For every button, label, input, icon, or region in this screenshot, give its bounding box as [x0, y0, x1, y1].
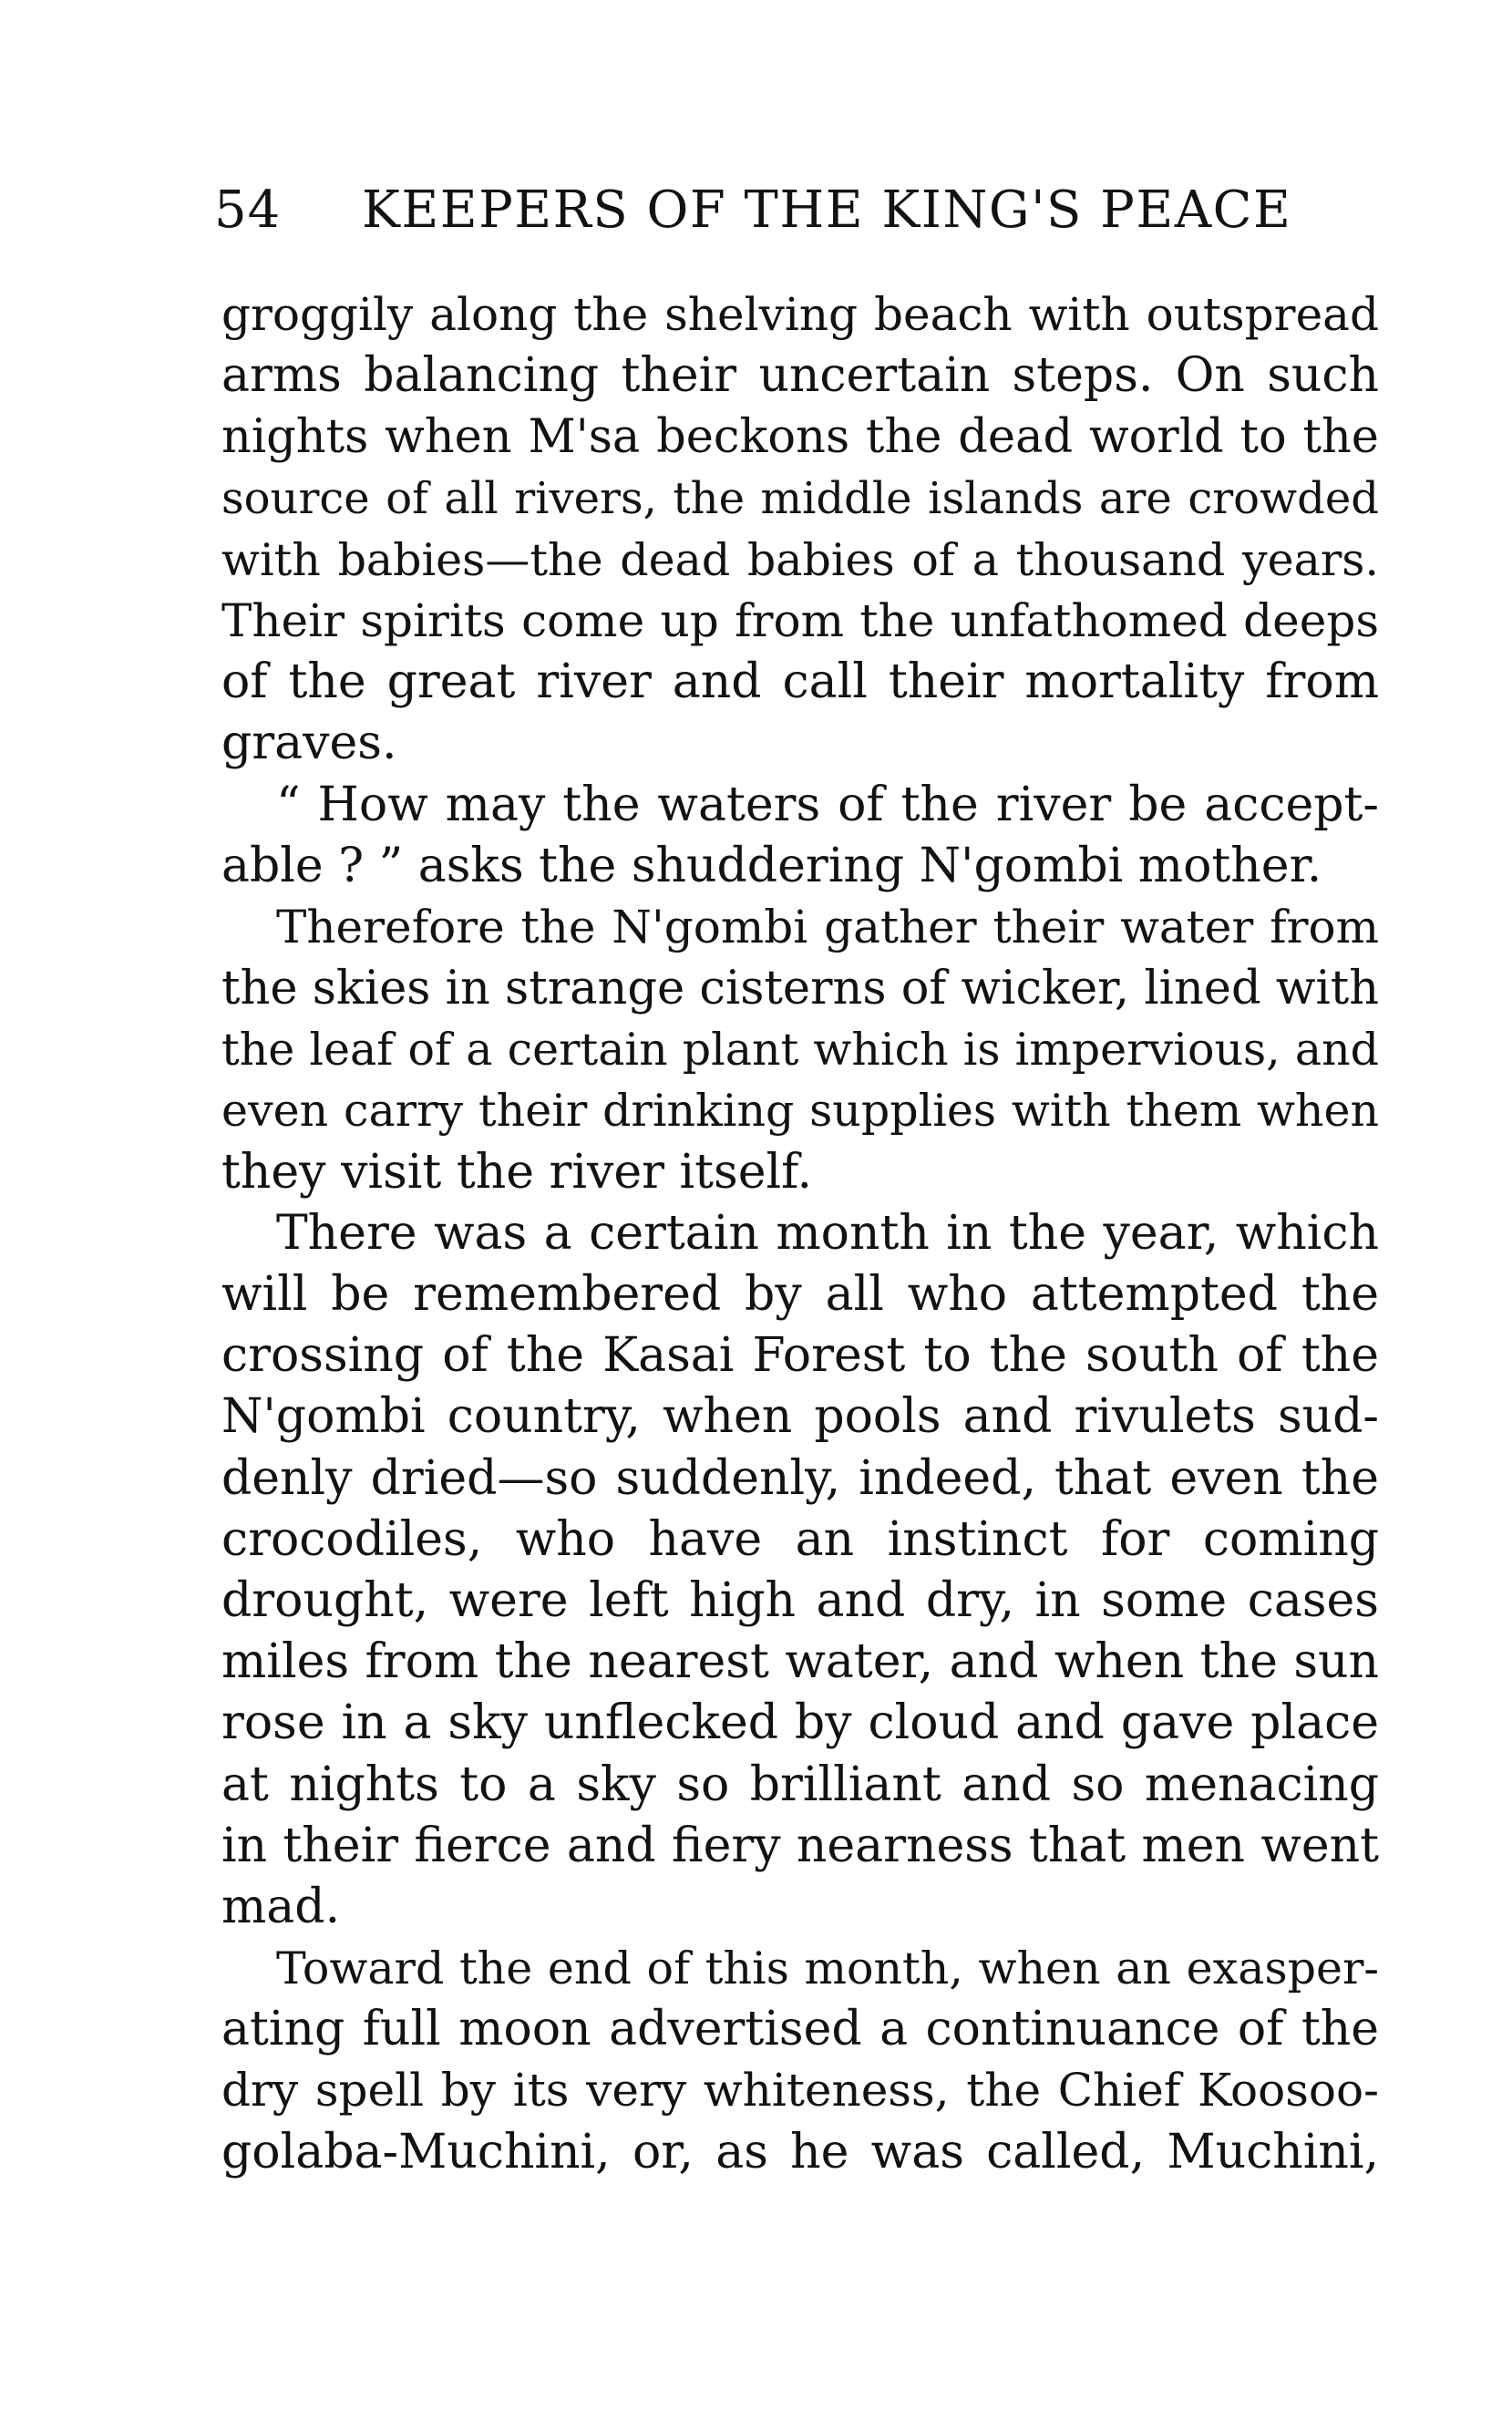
text-line: they visit the river itself. — [221, 1144, 813, 1200]
text-line: crocodiles, who have an instinct for coming — [221, 1511, 1379, 1567]
text-line: the skies in strange cisterns of wicker, lined with — [221, 962, 1380, 1016]
text-line: source of all rivers, the middle islands are crowded — [221, 472, 1379, 524]
text-line: “ How may the waters of the river be accept- — [276, 777, 1379, 832]
text-line: graves. — [221, 716, 397, 771]
page-header — [214, 179, 1335, 242]
body-text — [221, 284, 1379, 2183]
text-line: golaba-Muchini, or, as he was called, Muchini, — [221, 2124, 1379, 2180]
text-line: will be remembered by all who attempted the — [221, 1267, 1379, 1322]
text-line: able ? ” asks the shuddering N'gombi mother. — [221, 838, 1322, 893]
text-line: crossing of the Kasai Forest to the south of the — [221, 1328, 1379, 1384]
text-line: miles from the nearest water, and when the sun — [221, 1634, 1379, 1690]
text-line: Toward the end of this month, when an exasper- — [276, 1943, 1379, 1995]
page-number: 54 — [214, 180, 282, 240]
text-line: groggily along the shelving beach with outspread — [221, 288, 1379, 341]
text-line: with babies—the dead babies of a thousand years. — [221, 533, 1379, 586]
text-line: dry spell by its very whiteness, the Chief Koosoo- — [221, 2064, 1379, 2118]
text-line: nights when M'sa beckons the dead world to the — [221, 410, 1379, 465]
text-line: mad. — [221, 1879, 341, 1934]
text-line: arms balancing their uncertain steps. On such — [221, 348, 1379, 404]
text-line: N'gombi country, when pools and rivulets sud- — [221, 1389, 1379, 1445]
text-line: denly dried—so suddenly, indeed, that even the — [221, 1450, 1379, 1506]
text-line: There was a certain month in the year, which — [276, 1205, 1379, 1261]
text-line: in their fierce and fiery nearness that men went — [221, 1818, 1379, 1873]
text-line: the leaf of a certain plant which is impervious, and — [221, 1024, 1379, 1077]
text-line: drought, were left high and dry, in some cases — [221, 1572, 1379, 1628]
text-line: rose in a sky unflecked by cloud and gave place — [221, 1695, 1379, 1751]
text-line: ating full moon advertised a continuance of the — [221, 2002, 1379, 2057]
text-line: of the great river and call their mortality from — [221, 654, 1379, 710]
text-line: even carry their drinking supplies with them when — [221, 1085, 1379, 1138]
running-head: KEEPERS OF THE KING'S PEACE — [362, 180, 1292, 240]
text-line: at nights to a sky so brilliant and so menacing — [221, 1757, 1379, 1812]
text-line: Therefore the N'gombi gather their water from — [276, 900, 1379, 953]
text-line: Their spirits come up from the unfathomed deeps — [221, 593, 1379, 647]
